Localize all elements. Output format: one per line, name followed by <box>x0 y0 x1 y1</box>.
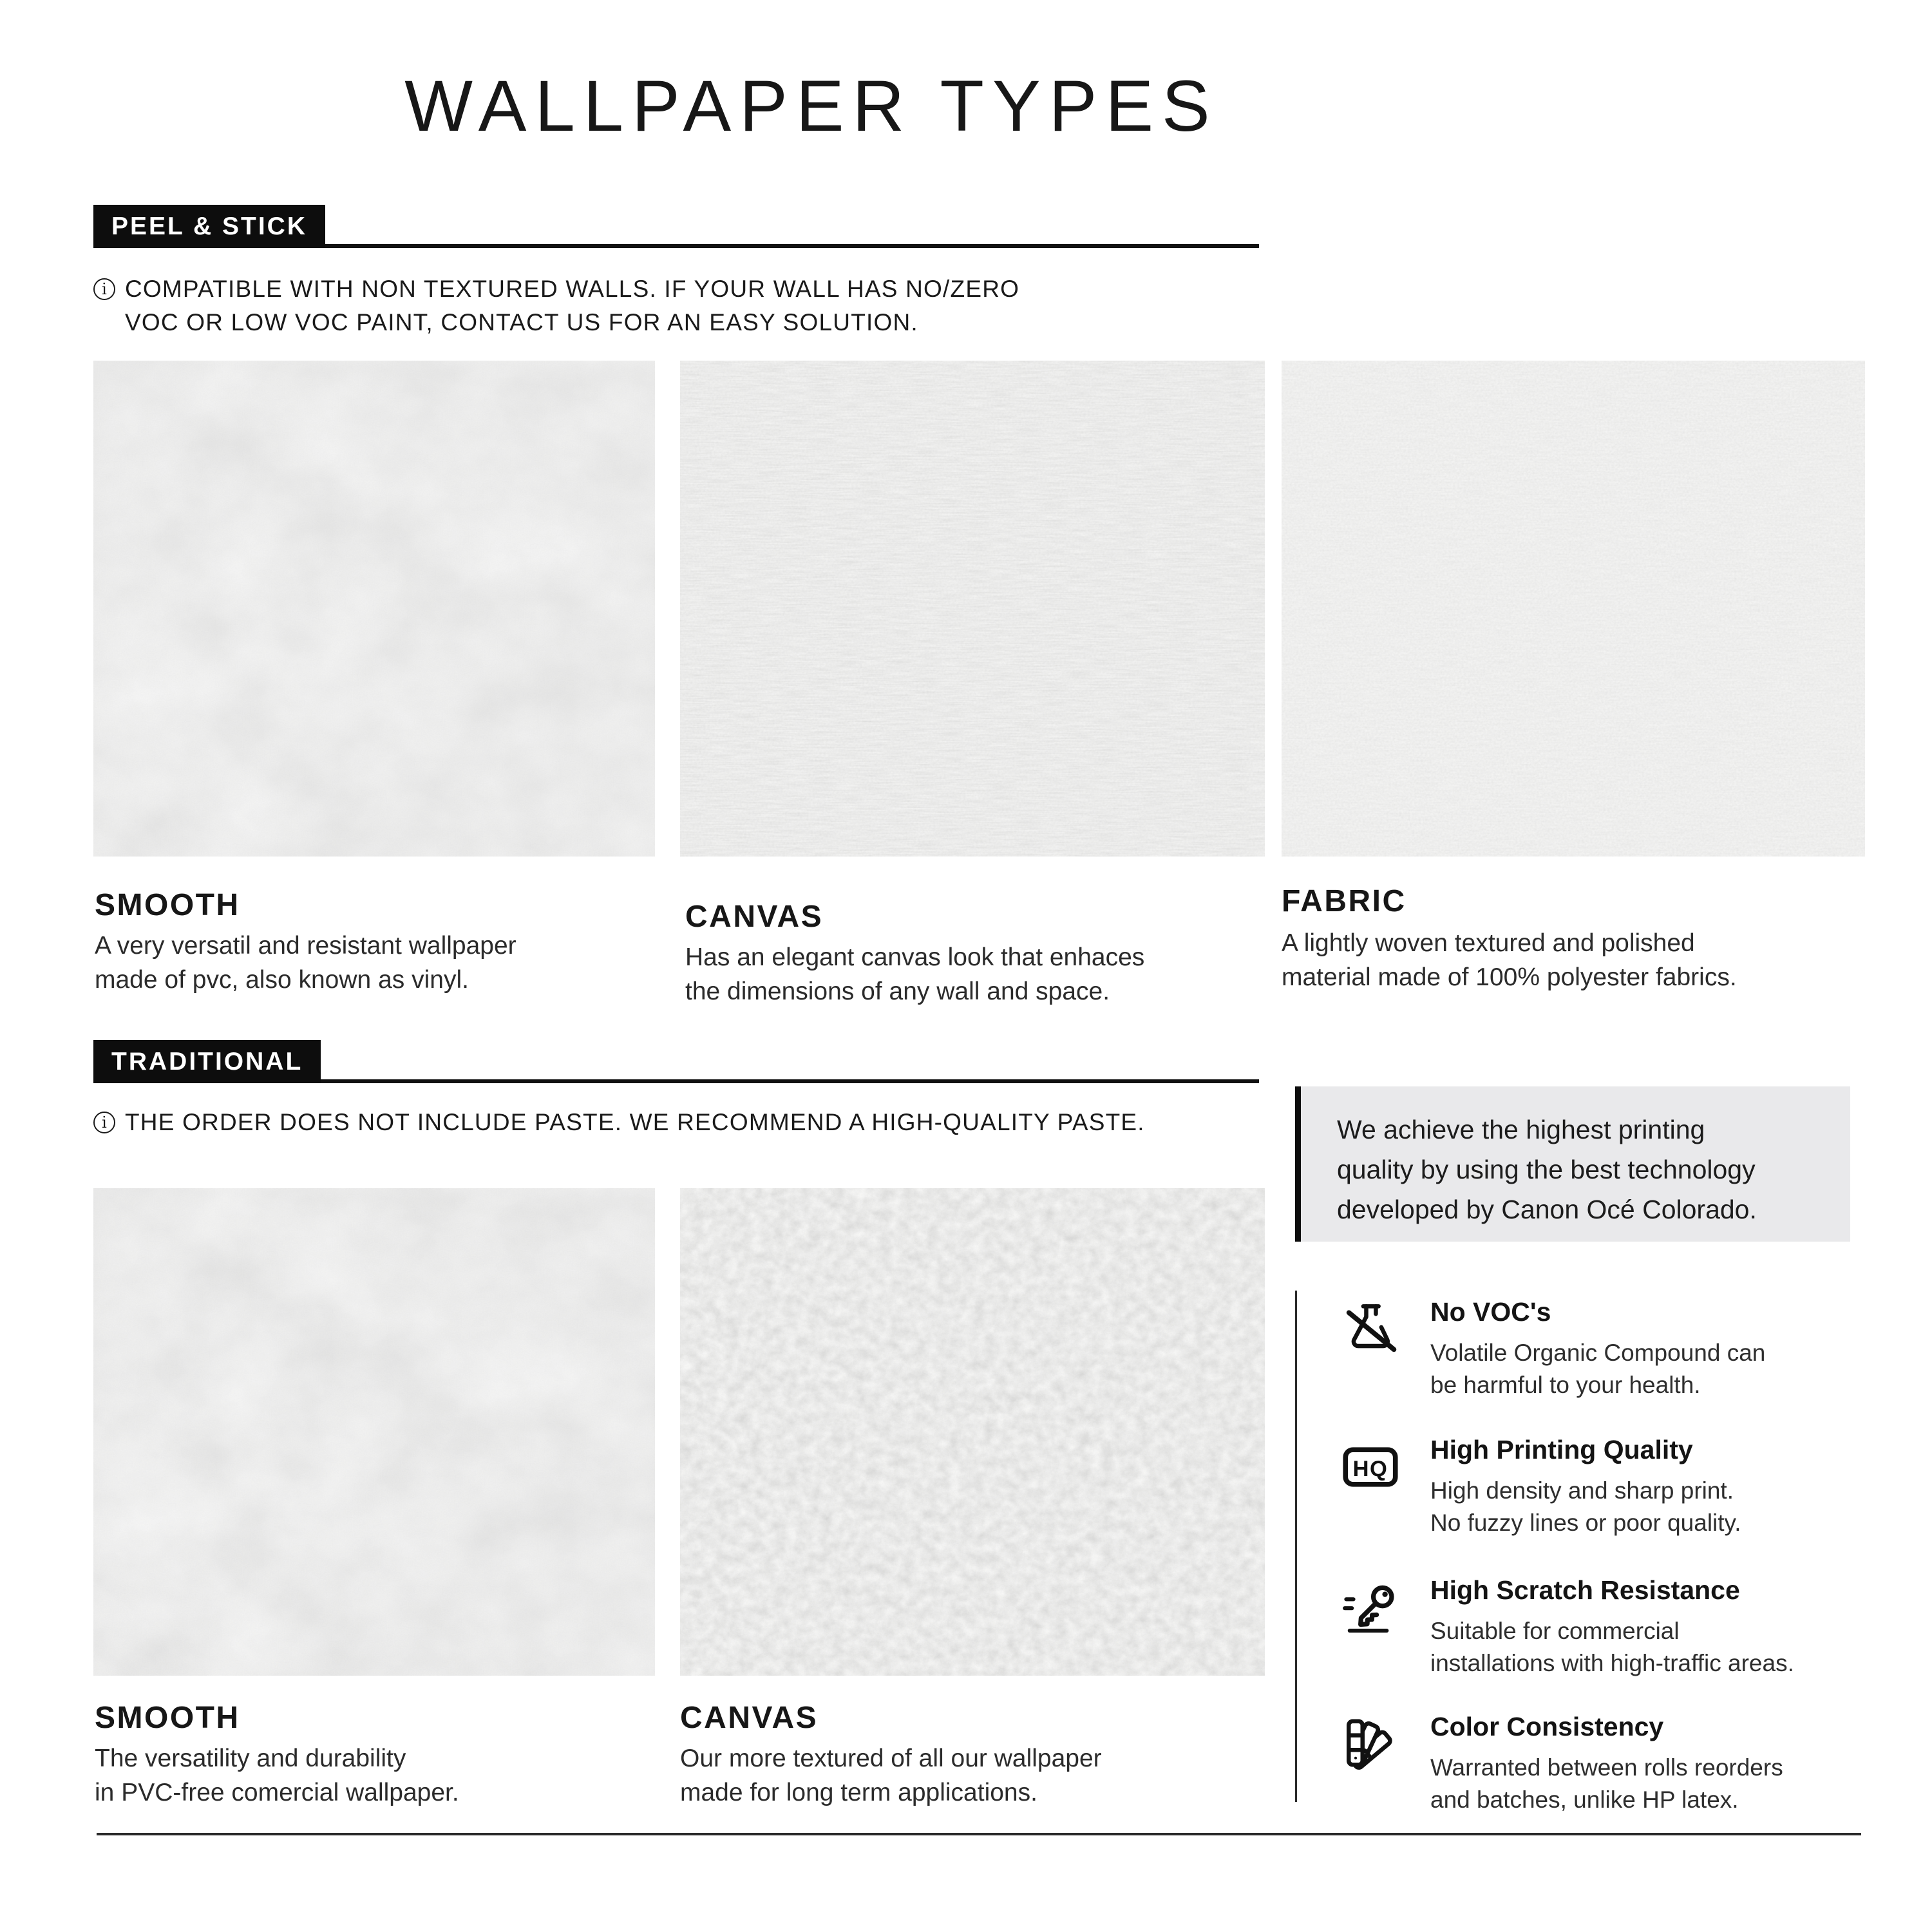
quality-line: quality by using the best technology <box>1337 1155 1756 1184</box>
hq-badge-text: HQ <box>1352 1456 1388 1481</box>
desc-line: Suitable for commercial <box>1430 1618 1680 1644</box>
traditional-section-label: TRADITIONAL <box>93 1040 321 1083</box>
sample-desc-canvas-peelstick <box>685 940 1144 1009</box>
note-text: COMPATIBLE WITH NON TEXTURED WALLS. IF YOUR WALL HAS NO/ZERO <box>125 276 1020 302</box>
texture-sample-fabric-peelstick <box>1282 361 1865 857</box>
desc-line: A lightly woven textured and polished <box>1282 929 1695 957</box>
traditional-note-line1 <box>93 1109 1145 1136</box>
desc-line: installations with high-traffic areas. <box>1430 1650 1794 1676</box>
feature-title-color-consistency: Color Consistency <box>1430 1712 1664 1741</box>
texture-sample-smooth-peelstick <box>93 361 655 857</box>
sample-title-canvas-peelstick: CANVAS <box>685 900 824 934</box>
peel-stick-note-line1 <box>93 276 1019 303</box>
no-voc-flask-icon <box>1341 1300 1400 1359</box>
quality-line: developed by Canon Océ Colorado. <box>1337 1195 1757 1224</box>
texture-sample-canvas-traditional <box>680 1188 1265 1676</box>
sample-desc-smooth-peelstick <box>95 929 516 997</box>
feature-desc-no-voc <box>1430 1337 1765 1401</box>
desc-line: The versatility and durability <box>95 1745 406 1772</box>
speed-key-icon <box>1341 1578 1400 1637</box>
feature-title-scratch-resistance: High Scratch Resistance <box>1430 1575 1740 1605</box>
texture-sample-canvas-peelstick <box>680 361 1265 857</box>
note-text: THE ORDER DOES NOT INCLUDE PASTE. WE RECOMMEND A HIGH-QUALITY PASTE. <box>125 1109 1145 1135</box>
desc-line: material made of 100% polyester fabrics. <box>1282 963 1737 991</box>
footer-divider-line <box>97 1833 1861 1835</box>
desc-line: Warranted between rolls reorders <box>1430 1754 1783 1781</box>
features-divider-line <box>1295 1291 1297 1802</box>
sample-title-smooth-peelstick: SMOOTH <box>95 888 240 922</box>
feature-title-no-voc: No VOC's <box>1430 1297 1551 1327</box>
page-title: WALLPAPER TYPES <box>404 66 1218 146</box>
sample-title-fabric-peelstick: FABRIC <box>1282 884 1406 918</box>
desc-line: the dimensions of any wall and space. <box>685 978 1110 1005</box>
print-quality-text <box>1301 1086 1850 1229</box>
peel-stick-section-label: PEEL & STICK <box>93 205 325 248</box>
feature-desc-printing-quality <box>1430 1475 1741 1539</box>
sample-desc-canvas-traditional <box>680 1741 1102 1810</box>
desc-line: be harmful to your health. <box>1430 1372 1701 1398</box>
desc-line: Volatile Organic Compound can <box>1430 1340 1766 1366</box>
feature-desc-scratch-resistance <box>1430 1615 1794 1680</box>
sample-desc-smooth-traditional <box>95 1741 459 1810</box>
quality-line: We achieve the highest printing <box>1337 1115 1705 1144</box>
desc-line: made of pvc, also known as vinyl. <box>95 966 469 994</box>
desc-line: Our more textured of all our wallpaper <box>680 1745 1102 1772</box>
info-icon: i <box>93 1112 115 1133</box>
hq-badge-icon <box>1341 1437 1400 1497</box>
desc-line: Has an elegant canvas look that enhaces <box>685 943 1145 971</box>
desc-line: No fuzzy lines or poor quality. <box>1430 1510 1741 1536</box>
print-quality-panel <box>1295 1086 1850 1242</box>
desc-line: and batches, unlike HP latex. <box>1430 1786 1739 1813</box>
peel-stick-note-line2: VOC OR LOW VOC PAINT, CONTACT US FOR AN EASY SOLUTION. <box>125 309 918 336</box>
desc-line: made for long term applications. <box>680 1779 1037 1806</box>
feature-desc-color-consistency <box>1430 1752 1783 1816</box>
desc-line: High density and sharp print. <box>1430 1477 1734 1504</box>
desc-line: in PVC-free comercial wallpaper. <box>95 1779 459 1806</box>
sample-title-smooth-traditional: SMOOTH <box>95 1701 240 1735</box>
sample-desc-fabric-peelstick <box>1282 926 1737 994</box>
texture-sample-smooth-traditional <box>93 1188 655 1676</box>
color-swatch-fan-icon <box>1341 1714 1400 1774</box>
info-icon: i <box>93 278 115 300</box>
feature-title-printing-quality: High Printing Quality <box>1430 1435 1693 1464</box>
desc-line: A very versatil and resistant wallpaper <box>95 932 516 960</box>
sample-title-canvas-traditional: CANVAS <box>680 1701 819 1735</box>
